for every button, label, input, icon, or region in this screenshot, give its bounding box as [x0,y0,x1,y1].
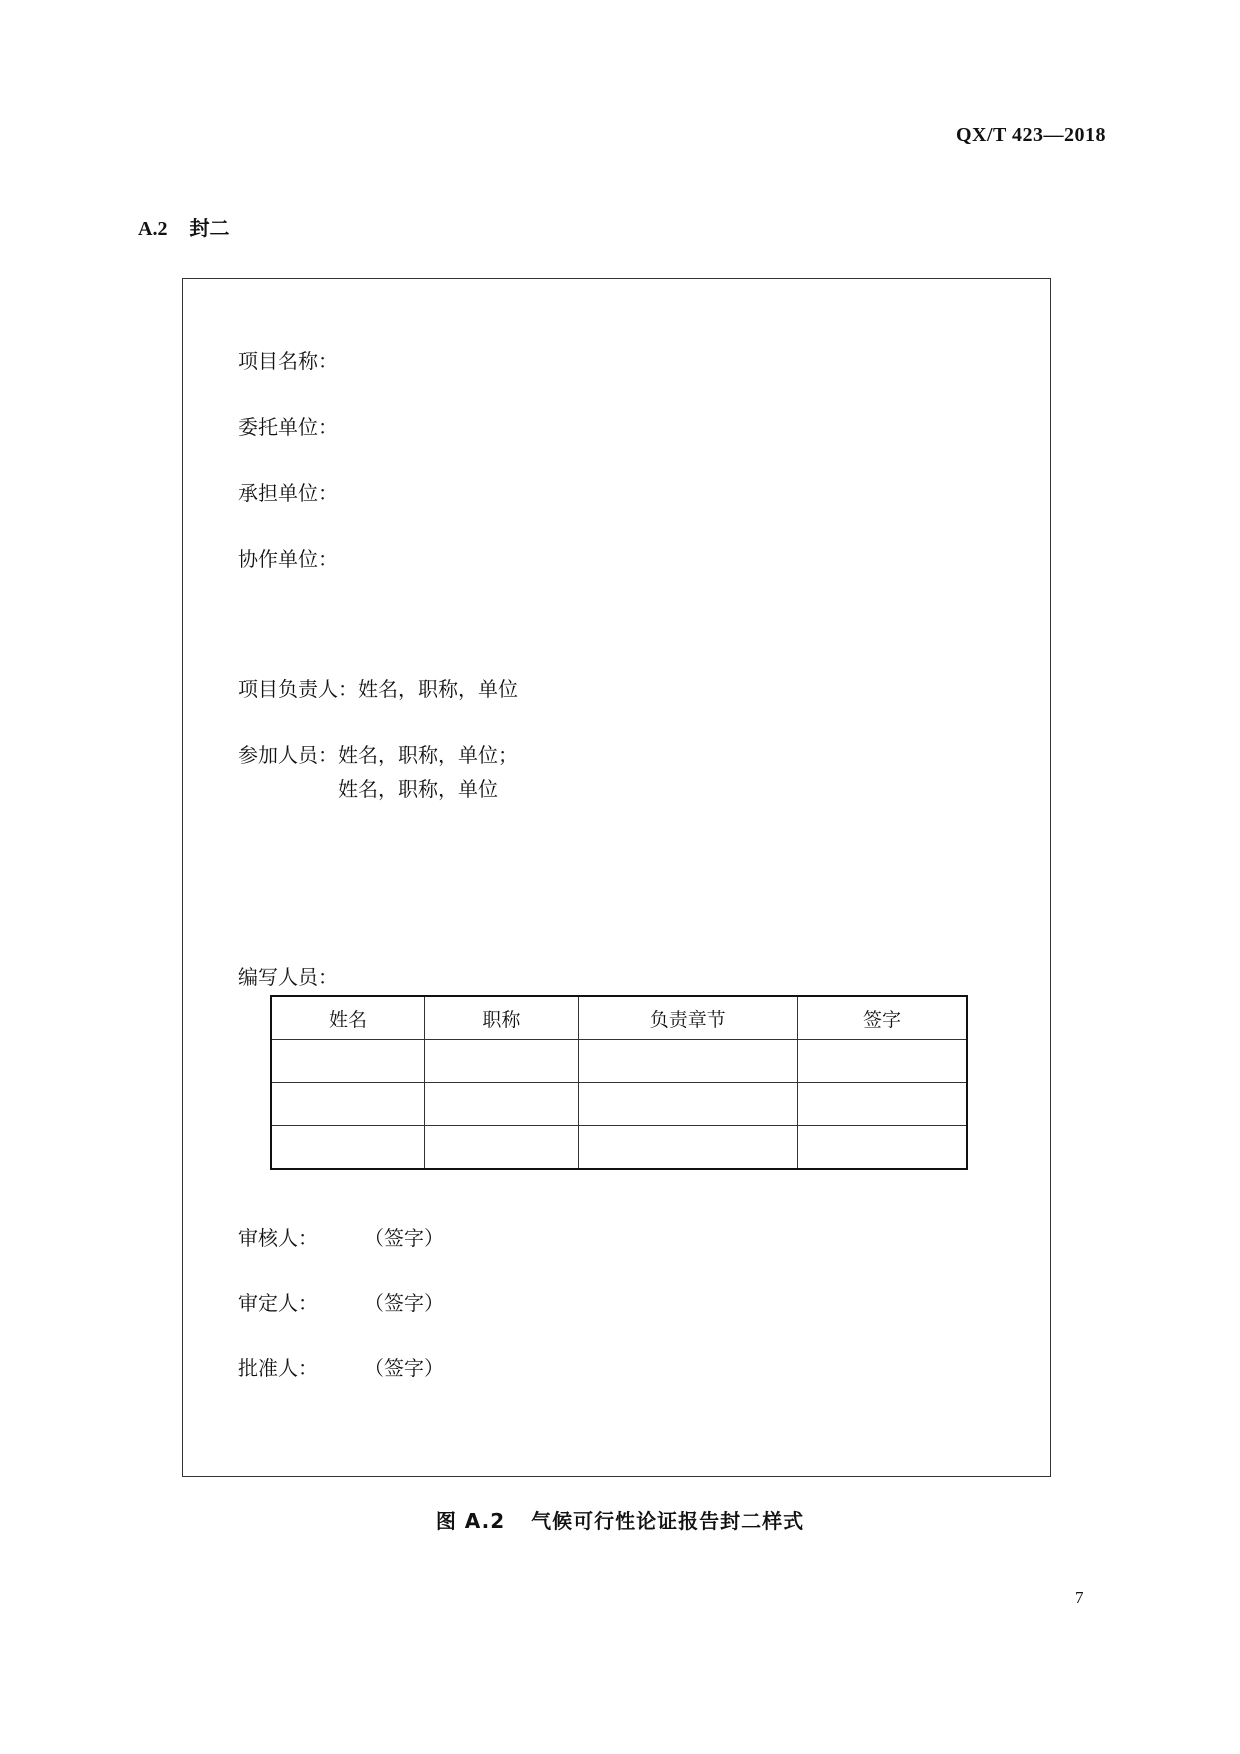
signoff-label: 批准人： [238,1356,318,1380]
table-cell [578,1126,797,1170]
section-heading [138,212,229,241]
signoff-label: 审核人： [238,1226,318,1250]
signoff-signature: （签字） [364,1356,444,1380]
field-cooperating-unit: 协作单位： [238,547,338,571]
signoff-reviewer [238,1222,444,1251]
table-cell [578,1040,797,1083]
standard-code: QX/T 423—2018 [955,124,1106,146]
field-undertaking-unit: 承担单位： [238,481,338,505]
table-row [271,1040,967,1083]
table-cell [425,1040,579,1083]
table-cell [271,1040,425,1083]
header-signature: 签字 [797,996,967,1040]
page-number: 7 [1075,1588,1084,1607]
table-row [271,1083,967,1126]
field-project-name: 项目名称： [238,349,338,373]
table-row [271,1126,967,1170]
figure-caption [0,1505,1240,1534]
table-header-row [271,996,967,1040]
table-cell [271,1083,425,1126]
header-chapters: 负责章节 [578,996,797,1040]
writers-label: 编写人员： [238,965,338,989]
table-cell [271,1126,425,1170]
table-cell [797,1126,967,1170]
cover-form-frame [182,278,1051,1477]
field-client-unit: 委托单位： [238,415,338,439]
signoff-label: 审定人： [238,1291,318,1315]
writers-table [270,995,968,1170]
header-title: 职称 [425,996,579,1040]
table-cell [797,1083,967,1126]
signoff-signature: （签字） [364,1291,444,1315]
signoff-authorizer [238,1352,444,1381]
signoff-approver [238,1287,444,1316]
project-leader-line: 项目负责人：姓名，职称，单位 [238,677,518,701]
table-cell [425,1083,579,1126]
table-cell [425,1126,579,1170]
header-name: 姓名 [271,996,425,1040]
participants-line-1: 参加人员：姓名，职称，单位； [238,743,518,767]
table-cell [578,1083,797,1126]
table-cell [797,1040,967,1083]
section-number: A.2 [138,218,168,240]
figure-number: 图 A.2 [435,1509,506,1533]
participants-line-2: 姓名，职称，单位 [338,777,498,801]
figure-title: 气候可行性论证报告封二样式 [531,1509,805,1533]
signoff-signature: （签字） [364,1226,444,1250]
section-title: 封二 [189,216,230,240]
